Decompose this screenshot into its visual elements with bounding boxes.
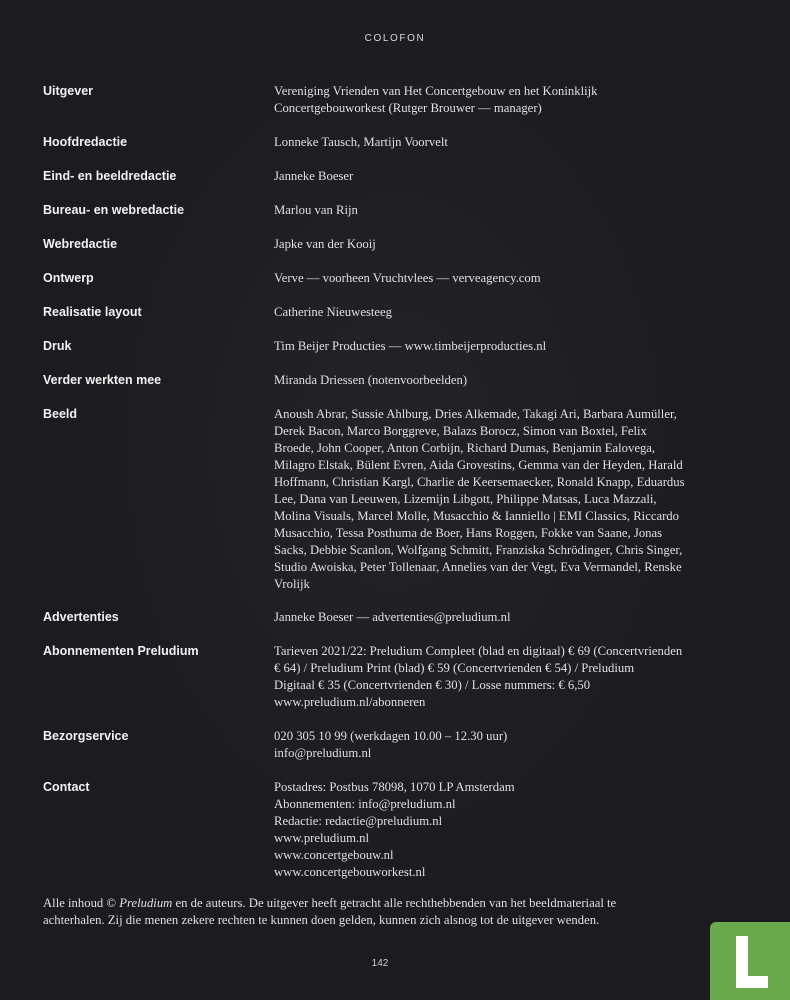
colofon-label: Abonnementen Preludium — [43, 644, 199, 658]
colofon-label: Realisatie layout — [43, 305, 142, 319]
colofon-value-line: www.preludium.nl — [274, 831, 370, 845]
colofon-value — [274, 728, 714, 762]
colofon-value-line: Hoffmann, Christian Kargl, Charlie de Keersemaecker, Ronald Knapp, Eduardus — [274, 475, 685, 489]
colofon-label: Ontwerp — [43, 271, 94, 285]
colofon-value — [274, 134, 714, 151]
colofon-value-line: Japke van der Kooij — [274, 237, 376, 251]
colofon-label: Uitgever — [43, 84, 94, 98]
colofon-value-line: Derek Bacon, Marco Borggreve, Balazs Borocz, Simon van Boxtel, Felix — [274, 424, 647, 438]
colofon-label: Bureau- en webredactie — [43, 203, 185, 217]
copyright-text: en de auteurs. De uitgever heeft getracht alle rechthebbenden van het beeldmateriaal te — [172, 896, 617, 910]
colofon-value-line: Verve — voorheen Vruchtvlees — verveagency.com — [274, 271, 541, 285]
colofon-value-line: € 64) / Preludium Print (blad) € 59 (Concertvrienden € 54) / Preludium — [274, 661, 635, 675]
colofon-value — [274, 643, 714, 711]
colofon-value-line: Vrolijk — [274, 577, 310, 591]
colofon-value-line: www.concertgebouw.nl — [274, 848, 394, 862]
publication-name: Preludium — [119, 896, 173, 910]
colofon-label: Verder werkten mee — [43, 373, 162, 387]
colofon-value-line: Abonnementen: info@preludium.nl — [274, 797, 456, 811]
colofon-value-line: 020 305 10 99 (werkdagen 10.00 – 12.30 uur) — [274, 729, 508, 743]
copyright-line-2: achterhalen. Zij die menen zekere rechten te kunnen doen gelden, kunnen zich alsnog tot de uitgever wenden. — [43, 913, 600, 927]
colofon-value — [274, 304, 714, 321]
colofon-label: Beeld — [43, 407, 78, 421]
colofon-value — [274, 270, 714, 287]
colofon-value — [274, 168, 714, 185]
colofon-value-line: Catherine Nieuwesteeg — [274, 305, 393, 319]
colofon-value-line: Tarieven 2021/22: Preludium Compleet (blad en digitaal) € 69 (Concertvrienden — [274, 644, 683, 658]
colofon-label: Eind- en beeldredactie — [43, 169, 177, 183]
colofon-value-line: Lonneke Tausch, Martijn Voorvelt — [274, 135, 448, 149]
colofon-label: Advertenties — [43, 610, 119, 624]
colofon-value-line: Anoush Abrar, Sussie Ahlburg, Dries Alkemade, Takagi Ari, Barbara Aumüller, — [274, 407, 677, 421]
colofon-value-line: Janneke Boeser — [274, 169, 354, 183]
colofon-value-line: Lee, Dana van Leeuwen, Lizemijn Libgott, Philippe Matsas, Luca Mazzali, — [274, 492, 657, 506]
colofon-value-line: www.preludium.nl/abonneren — [274, 695, 426, 709]
colofon-label: Hoofdredactie — [43, 135, 128, 149]
l-letter-icon — [732, 934, 770, 990]
colofon-value-line: Concertgebouworkest (Rutger Brouwer — manager) — [274, 101, 542, 115]
colofon-value-line: Broede, John Cooper, Anton Corbijn, Richard Dumas, Benjamin Ealovega, — [274, 441, 656, 455]
colofon-value-line: Miranda Driessen (notenvoorbeelden) — [274, 373, 468, 387]
lastdodo-l-logo — [710, 922, 790, 1000]
copyright-line-1 — [43, 895, 683, 912]
colofon-value-line: Vereniging Vrienden van Het Concertgebouw en het Koninklijk — [274, 84, 598, 98]
copyright-notice — [43, 895, 683, 929]
page-title: COLOFON — [364, 33, 426, 44]
colofon-value-line: Postadres: Postbus 78098, 1070 LP Amsterdam — [274, 780, 515, 794]
colofon-label: Webredactie — [43, 237, 118, 251]
colofon-value-line: Redactie: redactie@preludium.nl — [274, 814, 443, 828]
colofon-value-line: Milagro Elstak, Bülent Evren, Aida Grovestins, Gemma van der Heyden, Harald — [274, 458, 683, 472]
colofon-value-line: Molina Visuals, Marcel Molle, Musacchio & Ianniello | EMI Classics, Riccardo — [274, 509, 679, 523]
colofon-value — [274, 779, 714, 881]
colofon-value-line: Tim Beijer Producties — www.timbeijerproducties.nl — [274, 339, 547, 353]
colofon-value-line: Marlou van Rijn — [274, 203, 358, 217]
colofon-value — [274, 609, 714, 626]
colofon-value — [274, 406, 714, 593]
colofon-value — [274, 338, 714, 355]
colofon-value-line: info@preludium.nl — [274, 746, 372, 760]
colofon-value-line: Musacchio, Tessa Posthuma de Boer, Hans Roggen, Fokke van Saane, Jonas — [274, 526, 663, 540]
colofon-value-line: Sacks, Debbie Scanlon, Wolfgang Schmitt, Franziska Schrödinger, Chris Singer, — [274, 543, 683, 557]
colofon-label: Druk — [43, 339, 72, 353]
colofon-value-line: Digitaal € 35 (Concertvrienden € 30) / Losse nummers: € 6,50 — [274, 678, 591, 692]
colofon-value — [274, 372, 714, 389]
colofon-value — [274, 236, 714, 253]
colofon-value-line: Studio Awoiska, Peter Tollenaar, Annelies van der Vegt, Eva Vermandel, Renske — [274, 560, 682, 574]
colofon-label: Contact — [43, 780, 90, 794]
colofon-value-line: www.concertgebouworkest.nl — [274, 865, 426, 879]
colofon-label: Bezorgservice — [43, 729, 129, 743]
colofon-value — [274, 202, 714, 219]
colofon-value — [274, 83, 714, 117]
page-number: 142 — [371, 958, 389, 969]
colofon-value-line: Janneke Boeser — advertenties@preludium.nl — [274, 610, 511, 624]
copyright-text: Alle inhoud © — [43, 896, 120, 910]
